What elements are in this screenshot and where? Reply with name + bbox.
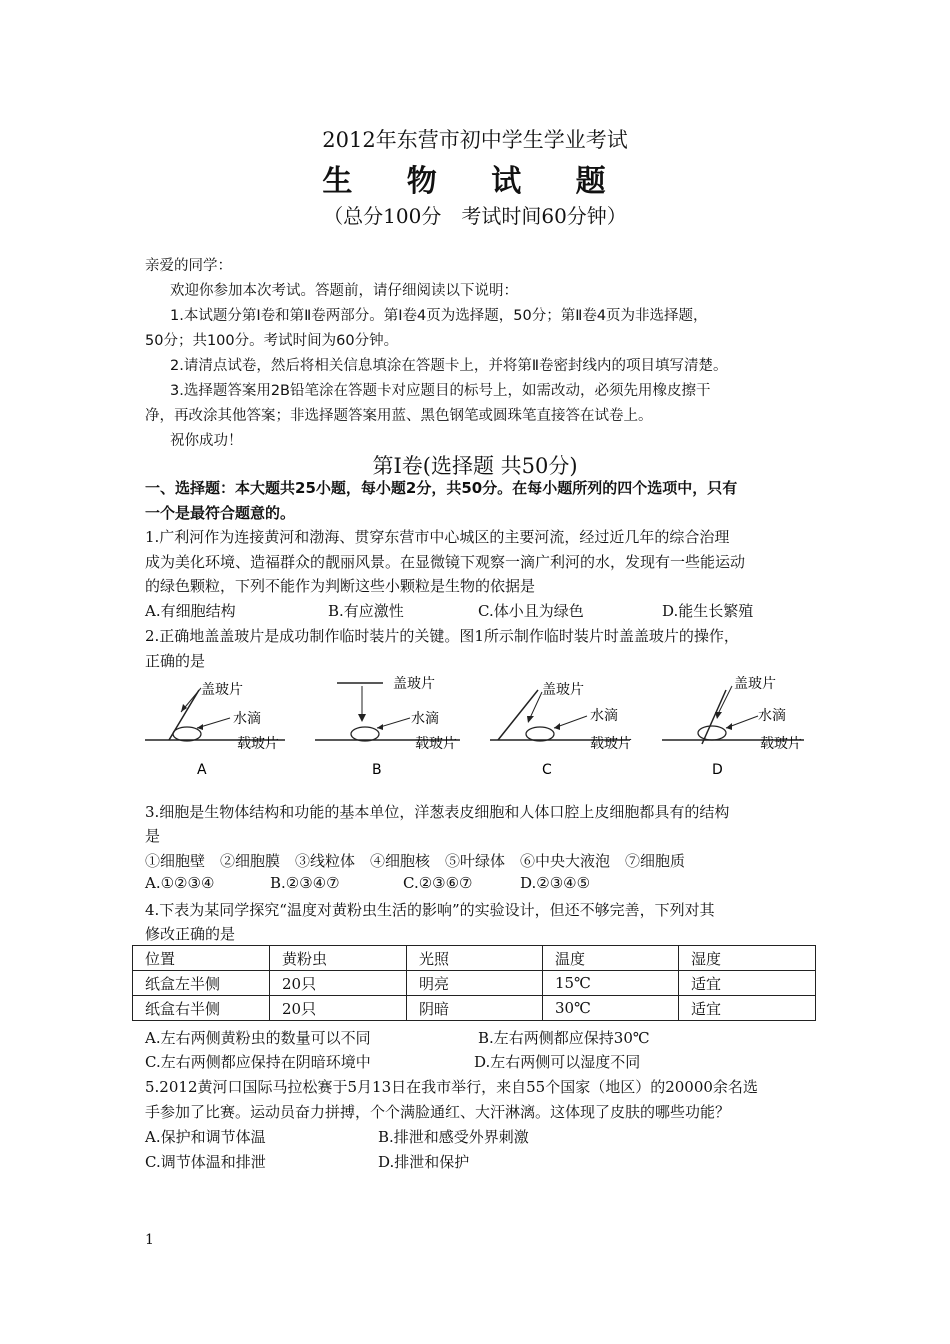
wish-text: 祝你成功！ — [170, 433, 243, 449]
figure-b-label: B — [372, 762, 382, 778]
page-number: 1 — [145, 1232, 154, 1248]
section-instruction-b: 一个是最符合题意的。 — [145, 504, 296, 522]
q4-line-1: 4.下表为某同学探究“温度对黄粉虫生活的影响”的实验设计，但还不够完善，下列对其 — [145, 901, 715, 919]
q3-option-c: C.②③⑥⑦ — [403, 874, 473, 892]
label-water-drop: 水滴 — [758, 708, 786, 724]
table-cell: 纸盒右半侧 — [133, 996, 270, 1021]
figure-c-label: C — [542, 762, 552, 778]
figure-d-label: D — [712, 762, 723, 778]
q5-option-b: B.排泄和感受外界刺激 — [378, 1128, 529, 1146]
table-cell: 20只 — [270, 971, 407, 996]
table-cell: 30℃ — [543, 996, 679, 1021]
instruction-1a: 1.本试题分第Ⅰ卷和第Ⅱ卷两部分。第Ⅰ卷4页为选择题，50分；第Ⅱ卷4页为非选择题， — [170, 308, 708, 324]
figure-a-label: A — [197, 762, 207, 778]
figure-b — [315, 670, 485, 780]
label-cover-slip: 盖玻片 — [542, 682, 584, 698]
table-header: 黄粉虫 — [270, 946, 407, 971]
q3-items: ①细胞壁 ②细胞膜 ③线粒体 ④细胞核 ⑤叶绿体 ⑥中央大液泡 ⑦细胞质 — [145, 852, 686, 870]
figure-a — [145, 670, 315, 780]
q3-option-a: A.①②③④ — [145, 874, 215, 892]
q4-option-b: B.左右两侧都应保持30℃ — [478, 1029, 650, 1047]
q1-line-1: 1.广利河作为连接黄河和渤海、贯穿东营市中心城区的主要河流，经过近几年的综合治理 — [145, 528, 730, 546]
exam-header: 2012年东营市初中学生学业考试 — [322, 128, 628, 152]
q5-option-c: C.调节体温和排泄 — [145, 1153, 266, 1171]
q5-line-2: 手参加了比赛。运动员奋力拼搏，个个满脸通红、大汗淋漓。这体现了皮肤的哪些功能？ — [145, 1103, 731, 1121]
label-cover-slip: 盖玻片 — [734, 676, 776, 692]
experiment-table — [132, 945, 816, 1021]
label-water-drop: 水滴 — [233, 711, 261, 727]
q1-option-c: C.体小且为绿色 — [478, 602, 584, 620]
label-cover-slip: 盖玻片 — [393, 676, 435, 692]
q3-option-d: D.②③④⑤ — [520, 874, 591, 892]
section-instruction-a: 一、选择题：本大题共25小题，每小题2分，共50分。在每小题所列的四个选项中，只有 — [145, 479, 738, 497]
table-cell: 纸盒左半侧 — [133, 971, 270, 996]
q1-option-b: B.有应激性 — [328, 602, 404, 620]
q1-line-3: 的绿色颗粒，下列不能作为判断这些小颗粒是生物的依据是 — [145, 577, 536, 595]
table-cell: 明亮 — [407, 971, 543, 996]
welcome-text: 欢迎你参加本次考试。答题前，请仔细阅读以下说明： — [170, 283, 518, 299]
page-title: 生 物 试 题 — [322, 164, 628, 199]
table-header: 温度 — [543, 946, 679, 971]
q4-option-a: A.左右两侧黄粉虫的数量可以不同 — [145, 1029, 371, 1047]
q2-line-2: 正确的是 — [145, 652, 206, 670]
q4-option-d: D.左右两侧可以湿度不同 — [474, 1053, 641, 1071]
q3-line-2: 是 — [145, 827, 161, 845]
table-row — [133, 971, 816, 996]
instruction-3a: 3.选择题答案用2B铅笔涂在答题卡对应题目的标号上，如需改动，必须先用橡皮擦干 — [170, 383, 711, 399]
label-slide: 载玻片 — [415, 736, 457, 752]
q5-option-a: A.保护和调节体温 — [145, 1128, 266, 1146]
figure-d — [662, 670, 832, 780]
instruction-2: 2.请清点试卷，然后将相关信息填涂在答题卡上，并将第Ⅱ卷密封线内的项目填写清楚。 — [170, 358, 728, 374]
label-slide: 载玻片 — [760, 736, 802, 752]
q5-line-1: 5.2012黄河口国际马拉松赛于5月13日在我市举行，来自55个国家（地区）的20000余名选 — [145, 1078, 758, 1096]
table-cell: 适宜 — [679, 996, 816, 1021]
q5-option-d: D.排泄和保护 — [378, 1153, 470, 1171]
table-header: 光照 — [407, 946, 543, 971]
q4-line-2: 修改正确的是 — [145, 925, 236, 943]
instruction-1b: 50分；共100分。考试时间为60分钟。 — [145, 333, 399, 349]
table-header-row — [133, 946, 816, 971]
exam-subtitle: （总分100分 考试时间60分钟） — [323, 204, 627, 228]
table-cell: 适宜 — [679, 971, 816, 996]
q3-line-1: 3.细胞是生物体结构和功能的基本单位，洋葱表皮细胞和人体口腔上皮细胞都具有的结构 — [145, 803, 730, 821]
q1-option-d: D.能生长繁殖 — [662, 602, 754, 620]
q2-line-1: 2.正确地盖盖玻片是成功制作临时装片的关键。图1所示制作临时装片时盖盖玻片的操作， — [145, 627, 739, 645]
label-water-drop: 水滴 — [590, 708, 618, 724]
q1-option-a: A.有细胞结构 — [145, 602, 236, 620]
table-cell: 15℃ — [543, 971, 679, 996]
q4-option-c: C.左右两侧都应保持在阴暗环境中 — [145, 1053, 371, 1071]
label-water-drop: 水滴 — [411, 711, 439, 727]
greeting: 亲爱的同学： — [145, 258, 232, 274]
section-title: 第Ⅰ卷(选择题 共50分) — [372, 454, 578, 478]
table-cell: 阴暗 — [407, 996, 543, 1021]
q1-line-2: 成为美化环境、造福群众的靓丽风景。在显微镜下观察一滴广利河的水，发现有一些能运动 — [145, 553, 746, 571]
table-header: 湿度 — [679, 946, 816, 971]
label-slide: 载玻片 — [237, 736, 279, 752]
table-row — [133, 996, 816, 1021]
table-header: 位置 — [133, 946, 270, 971]
table-cell: 20只 — [270, 996, 407, 1021]
label-cover-slip: 盖玻片 — [201, 682, 243, 698]
instruction-3b: 净，再改涂其他答案；非选择题答案用蓝、黑色钢笔或圆珠笔直接答在试卷上。 — [145, 408, 653, 424]
q3-option-b: B.②③④⑦ — [270, 874, 340, 892]
figure-c — [490, 670, 660, 780]
label-slide: 载玻片 — [590, 736, 632, 752]
